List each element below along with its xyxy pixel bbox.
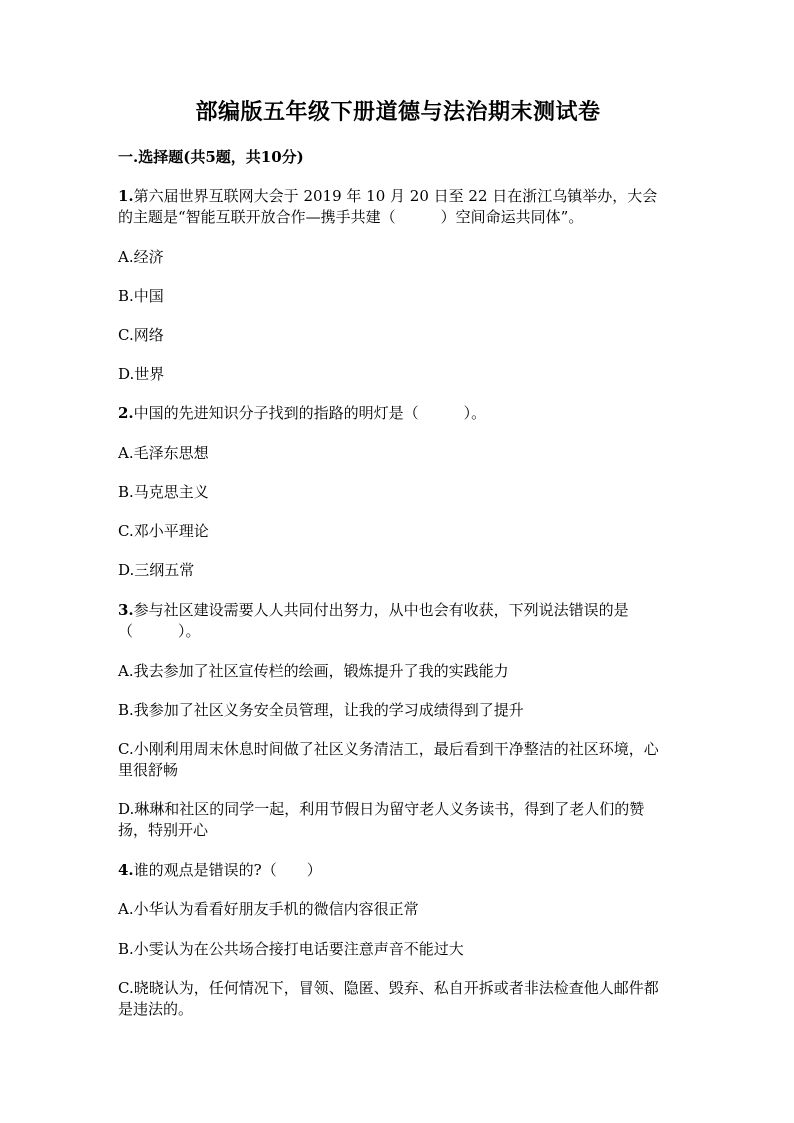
option-3b: B.我参加了社区义务安全员管理，让我的学习成绩得到了提升 bbox=[118, 701, 524, 719]
option-3d: D.琳琳和社区的同学一起，利用节假日为留守老人义务读书，得到了老人们的赞扬，特别开心 bbox=[118, 800, 645, 839]
section-heading: 一.选择题(共5题，共10分) bbox=[118, 148, 304, 166]
option-1c: C.网络 bbox=[118, 326, 164, 344]
option-4a: A.小华认为看看好朋友手机的微信内容很正常 bbox=[118, 900, 419, 918]
option-2d: D.三纲五常 bbox=[118, 561, 195, 579]
option-4c: C.晓晓认为，任何情况下，冒领、隐匿、毁弃、私自开拆或者非法检查他人邮件都是违法的。 bbox=[118, 979, 659, 1018]
option-3c: C.小刚利用周末休息时间做了社区义务清洁工，最后看到干净整洁的社区环境，心里很舒畅 bbox=[118, 740, 659, 779]
option-1b: B.中国 bbox=[118, 287, 164, 305]
option-1a: A.经济 bbox=[118, 248, 164, 266]
question-3 bbox=[118, 600, 670, 642]
option-3a: A.我去参加了社区宣传栏的绘画，锻炼提升了我的实践能力 bbox=[118, 662, 509, 680]
option-4b: B.小雯认为在公共场合接打电话要注意声音不能过大 bbox=[118, 940, 464, 958]
option-2a: A.毛泽东思想 bbox=[118, 444, 209, 462]
option-1d: D.世界 bbox=[118, 365, 165, 383]
question-text: 第六届世界互联网大会于 2019 年 10 月 20 日至 22 日在浙江乌镇举办，大会的主题是“智能互联开放合作—携手共建（ ）空间命运共同体”。 bbox=[118, 187, 658, 226]
question-text: 谁的观点是错误的?（ ） bbox=[133, 861, 322, 879]
question-2 bbox=[118, 403, 670, 424]
question-4 bbox=[118, 860, 670, 881]
question-number: 3. bbox=[118, 601, 134, 619]
question-1 bbox=[118, 186, 670, 228]
question-number: 2. bbox=[118, 404, 134, 422]
question-text: 中国的先进知识分子找到的指路的明灯是（ ）。 bbox=[133, 404, 487, 422]
page-title: 部编版五年级下册道德与法治期末测试卷 bbox=[195, 99, 601, 125]
question-number: 1. bbox=[118, 187, 134, 205]
option-2c: C.邓小平理论 bbox=[118, 522, 209, 540]
question-text: 参与社区建设需要人人共同付出努力，从中也会有收获，下列说法错误的是（ ）。 bbox=[118, 601, 629, 640]
question-number: 4. bbox=[118, 861, 134, 879]
option-2b: B.马克思主义 bbox=[118, 483, 209, 501]
